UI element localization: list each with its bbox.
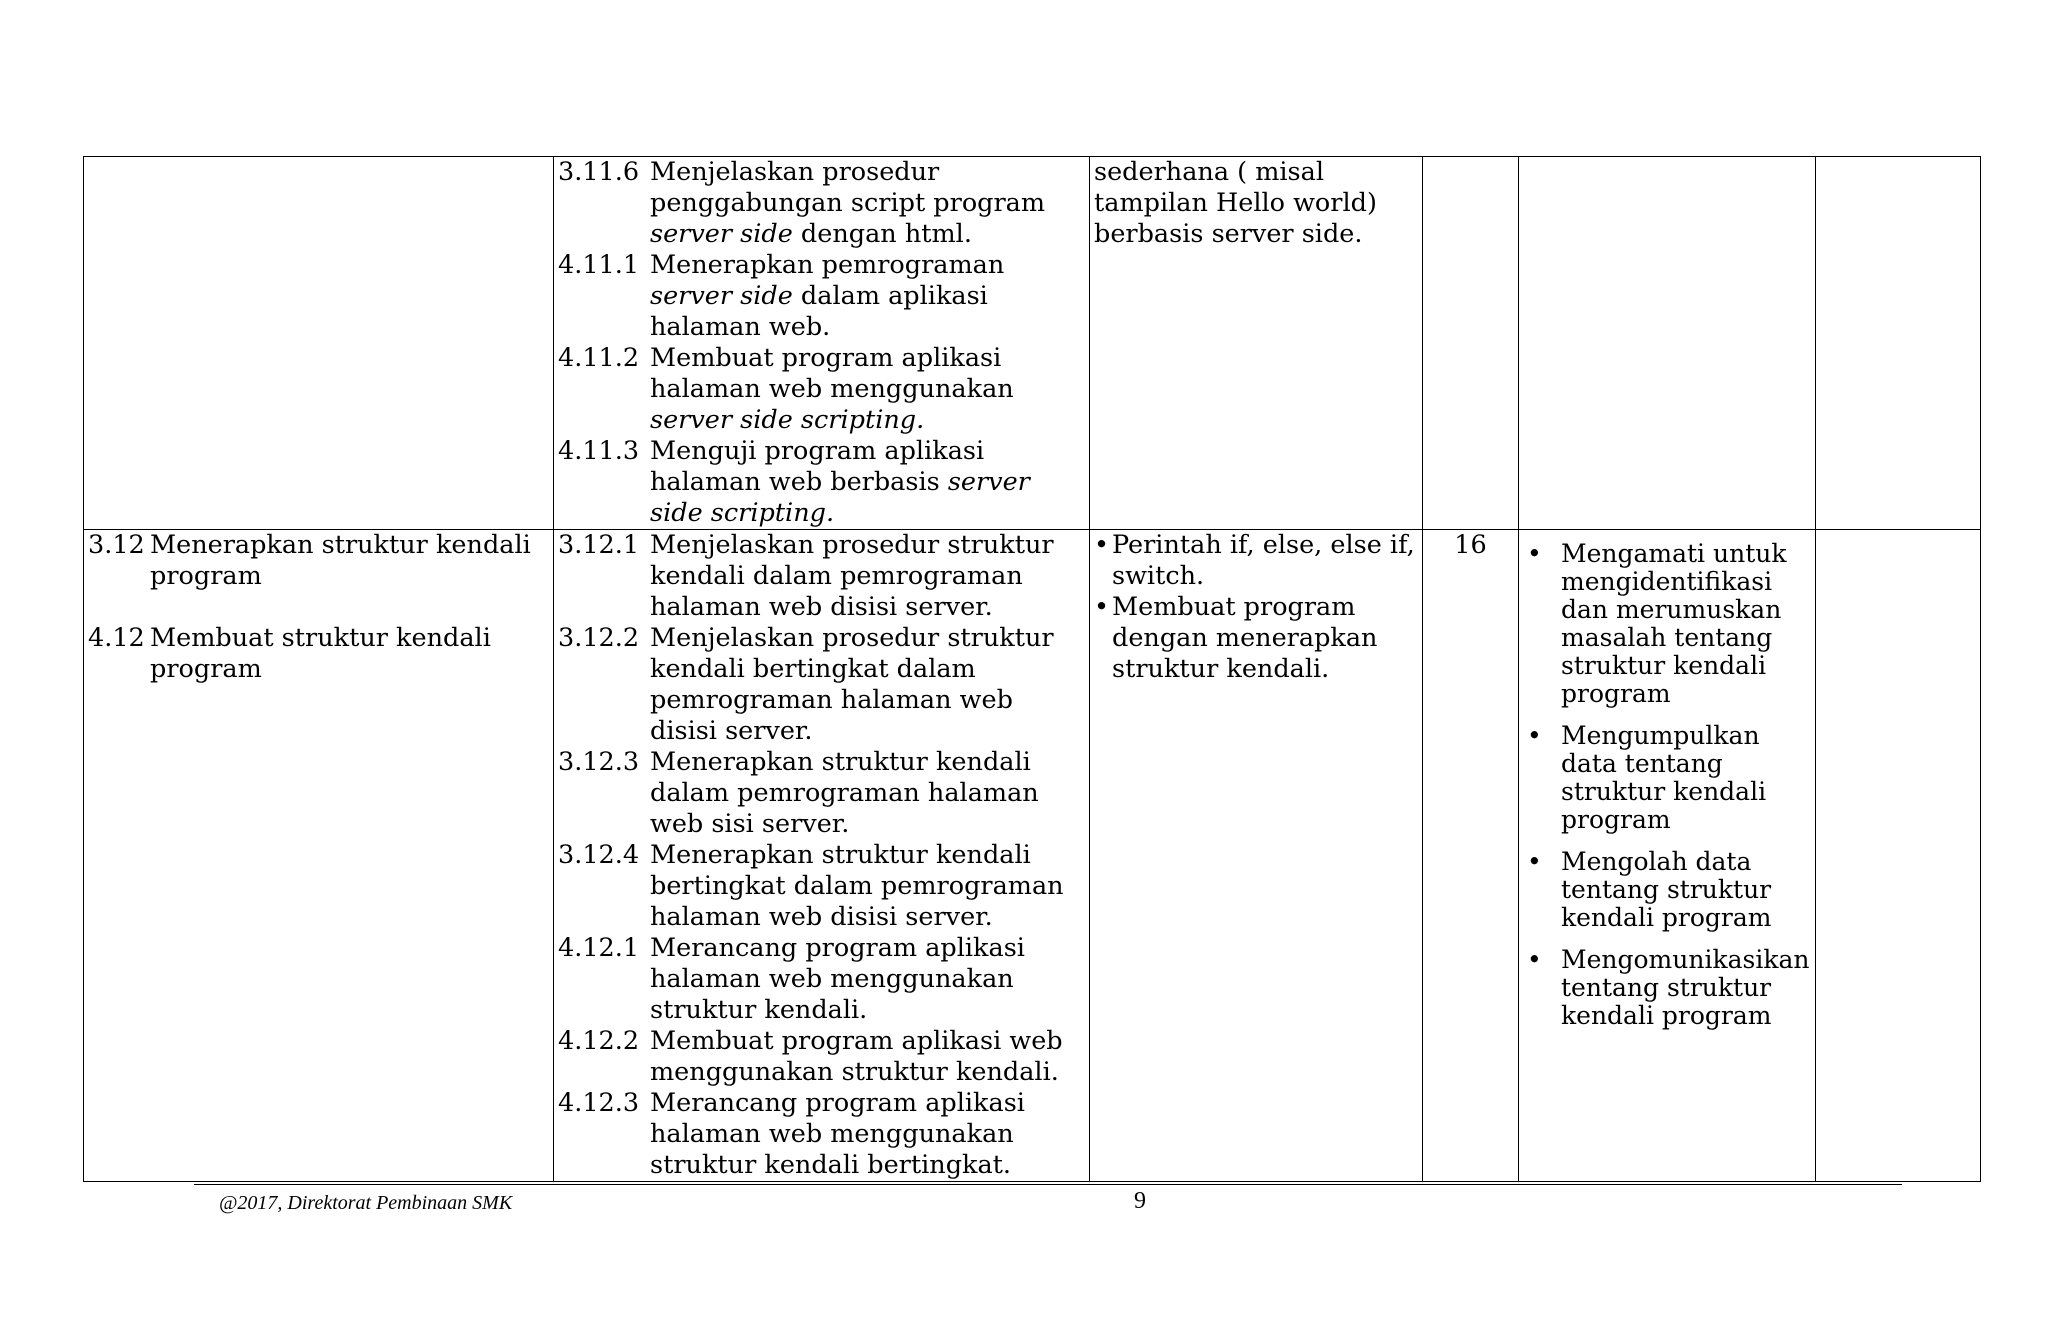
bullet-icon: • [1527, 721, 1542, 750]
indicator-text-segment: Menjelaskan prosedur struktur kendali bertingkat dalam pemrograman halaman web disisi server. [650, 623, 1054, 746]
indicator-item [558, 747, 1085, 840]
indicator-item [558, 840, 1085, 933]
indicator-text [650, 1026, 1085, 1088]
indicator-text-segment: dengan html. [792, 219, 972, 249]
competency-item: 3.12 Menerapkan struktur kendali program [88, 530, 531, 591]
allocation-cell [1423, 157, 1519, 530]
activity-cell [1519, 157, 1816, 530]
indicator-text-segment: Merancang program aplikasi halaman web menggunakan struktur kendali bertingkat. [650, 1088, 1025, 1180]
competency-item: 4.12 Membuat struktur kendali program [88, 623, 491, 684]
indicator-number: 3.12.4 [558, 840, 640, 870]
indicator-text [650, 157, 1085, 250]
indicator-text [650, 436, 1085, 529]
indicator-item [558, 530, 1085, 623]
indicator-text-segment: Menerapkan pemrograman [650, 250, 1005, 280]
empty-cell [1816, 530, 1981, 1182]
activity-list [1523, 540, 1811, 1030]
bullet-icon: • [1527, 945, 1542, 974]
indicator-text-segment: Merancang program aplikasi halaman web menggunakan struktur kendali. [650, 933, 1025, 1025]
indicator-number: 3.12.1 [558, 530, 640, 560]
list-item: • Mengomunikasikan tentang struktur kendali program [1523, 946, 1811, 1030]
empty-cell [1816, 157, 1981, 530]
indicator-text-segment: server side scripting. [650, 405, 925, 435]
indicator-number: 4.11.2 [558, 343, 640, 373]
indicator-cell [554, 157, 1090, 530]
list-item: • Mengamati untuk mengidentifikasi dan merumuskan masalah tentang struktur kendali program [1523, 540, 1811, 708]
bullet-icon: • [1527, 847, 1542, 876]
indicator-text [650, 343, 1085, 436]
material-cell [1090, 530, 1423, 1182]
indicator-item [558, 933, 1085, 1026]
indicator-text [650, 250, 1085, 343]
indicator-text-segment: server side scripting. [650, 467, 1030, 528]
indicator-list [558, 157, 1085, 529]
indicator-text [650, 840, 1085, 933]
indicator-number: 3.12.3 [558, 747, 640, 777]
indicator-item [558, 1088, 1085, 1181]
indicator-number: 4.12.3 [558, 1088, 640, 1118]
bullet-icon: • [1094, 592, 1110, 622]
list-item: • Mengumpulkan data tentang struktur kendali program [1523, 722, 1811, 834]
indicator-text [650, 530, 1085, 623]
indicator-text [650, 623, 1085, 747]
footer-divider [194, 1184, 1902, 1185]
activity-cell [1519, 530, 1816, 1182]
indicator-item [558, 1026, 1085, 1088]
indicator-item [558, 623, 1085, 747]
footer-copyright: @2017, Direktorat Pembinaan SMK [219, 1192, 513, 1214]
indicator-cell [554, 530, 1090, 1182]
indicator-item [558, 343, 1085, 436]
indicator-text-segment: Menjelaskan prosedur penggabungan script program [650, 157, 1046, 218]
syllabus-table [83, 156, 1981, 1182]
indicator-text-segment: Menguji program aplikasi halaman web berbasis [650, 436, 985, 497]
table-row [84, 157, 1981, 530]
list-item: • Mengolah data tentang struktur kendali program [1523, 848, 1811, 932]
indicator-number: 4.11.3 [558, 436, 640, 466]
indicator-number: 3.11.6 [558, 157, 640, 187]
indicator-number: 4.12.1 [558, 933, 640, 963]
list-item: • Perintah if, else, else if, switch. [1094, 530, 1415, 591]
indicator-number: 3.12.2 [558, 623, 640, 653]
table-row [84, 530, 1981, 1182]
competency-cell [84, 157, 554, 530]
indicator-text-segment: Membuat program aplikasi halaman web menggunakan [650, 343, 1014, 404]
material-list [1094, 530, 1418, 685]
list-item: • Membuat program dengan menerapkan struktur kendali. [1094, 592, 1378, 684]
indicator-text-segment: server side [650, 219, 793, 249]
indicator-item [558, 157, 1085, 250]
indicator-text-segment: Membuat program aplikasi web menggunakan struktur kendali. [650, 1026, 1063, 1087]
material-cell [1090, 157, 1423, 530]
indicator-text-segment: Menjelaskan prosedur struktur kendali dalam pemrograman halaman web disisi server. [650, 530, 1054, 622]
page-number: 9 [1134, 1188, 1146, 1214]
allocation-cell [1423, 530, 1519, 1182]
indicator-text [650, 747, 1085, 840]
indicator-text [650, 933, 1085, 1026]
material-text: sederhana ( misal tampilan Hello world) berbasis server side. [1094, 157, 1377, 249]
indicator-item [558, 250, 1085, 343]
time-allocation: 16 [1454, 530, 1487, 560]
indicator-text-segment: server side [650, 281, 793, 311]
bullet-icon: • [1094, 530, 1110, 560]
indicator-list [558, 530, 1085, 1181]
indicator-text-segment: Menerapkan struktur kendali dalam pemrograman halaman web sisi server. [650, 747, 1039, 839]
competency-cell [84, 530, 554, 1182]
indicator-number: 4.12.2 [558, 1026, 640, 1056]
indicator-text-segment: dalam aplikasi halaman web. [650, 281, 988, 342]
indicator-text-segment: Menerapkan struktur kendali bertingkat dalam pemrograman halaman web disisi server. [650, 840, 1064, 932]
indicator-item [558, 436, 1085, 529]
indicator-text [650, 1088, 1085, 1181]
bullet-icon: • [1527, 539, 1542, 568]
indicator-number: 4.11.1 [558, 250, 640, 280]
